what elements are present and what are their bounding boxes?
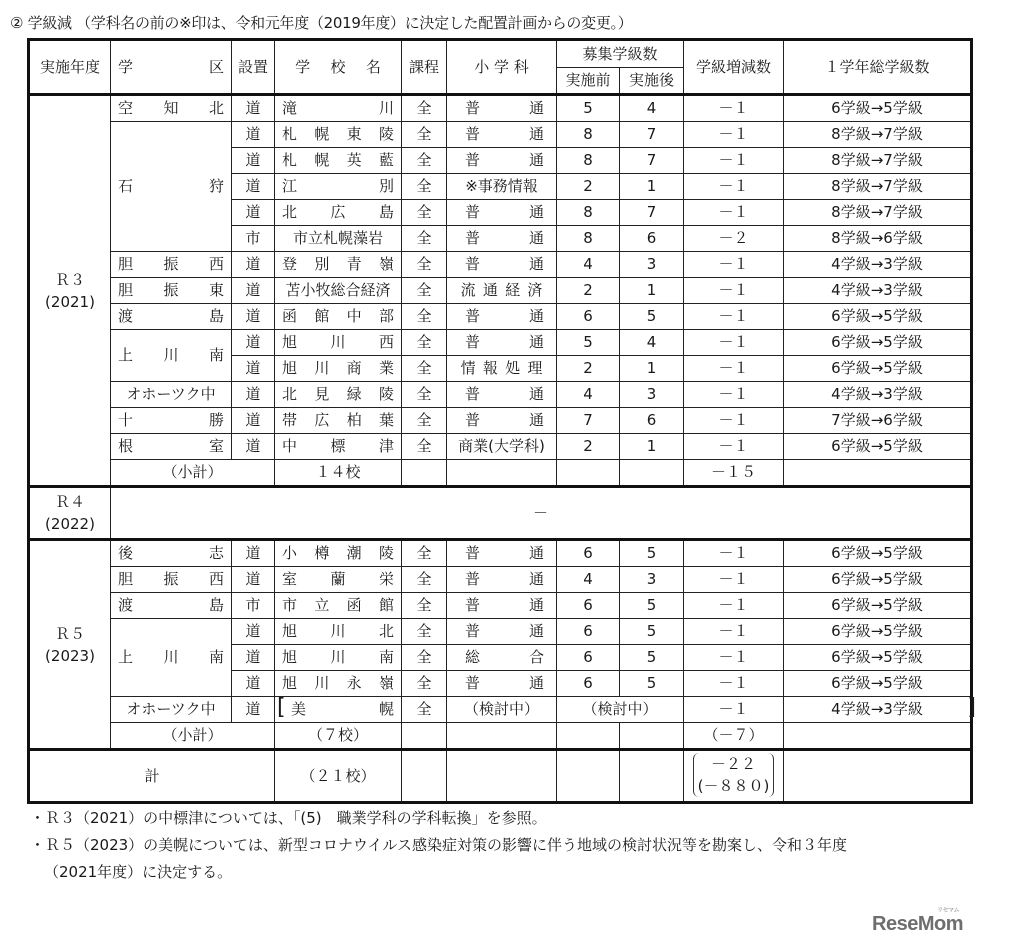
change-cell: －２ [684, 226, 784, 252]
school-cell: 帯 広 柏 葉 [275, 408, 402, 434]
course-cell: 全 [402, 619, 447, 645]
course-cell: 全 [402, 382, 447, 408]
before-cell: 8 [557, 200, 620, 226]
setup-cell: 道 [232, 304, 275, 330]
setup-cell: 道 [232, 645, 275, 671]
change-cell: －１ [684, 671, 784, 697]
after-cell: 4 [620, 95, 684, 122]
before-cell: 8 [557, 226, 620, 252]
change-cell: －１ [684, 434, 784, 460]
total-cell: 8学級→7学級 [784, 200, 972, 226]
subject-cell: 普 通 [447, 567, 557, 593]
total-cell: 4学級→3学級 [784, 278, 972, 304]
course-cell: 全 [402, 540, 447, 567]
r5-subtotal-change: （－７） [684, 723, 784, 750]
r5-subtotal-label: （小計） [111, 723, 275, 750]
empty [557, 723, 620, 750]
change-cell: －１ [684, 382, 784, 408]
after-cell: 1 [620, 356, 684, 382]
table-row [29, 697, 972, 723]
total-cell: 8学級→6学級 [784, 226, 972, 252]
table-row [29, 619, 972, 645]
subject-cell: 情 報 処 理 [447, 356, 557, 382]
class-reduction-table [27, 38, 976, 804]
subject-cell: 普 通 [447, 122, 557, 148]
r5-subtotal-schools: （７校） [275, 723, 402, 750]
school-cell: 室 蘭 栄 [275, 567, 402, 593]
after-cell: 5 [620, 645, 684, 671]
before-cell: 8 [557, 148, 620, 174]
course-cell: 全 [402, 226, 447, 252]
change-cell: －１ [684, 567, 784, 593]
header-total: １学年総学級数 [784, 40, 972, 95]
before-cell: 8 [557, 122, 620, 148]
r3-subtotal-label: （小計） [111, 460, 275, 487]
note-2: ・Ｒ５（2023）の美幌については、新型コロナウイルス感染症対策の影響に伴う地域の検討状況等を勘案し、令和３年度 [30, 836, 847, 854]
district-cell: 十 勝 [111, 408, 232, 434]
course-cell: 全 [402, 567, 447, 593]
grand-total-label: 計 [29, 750, 275, 803]
subject-cell: 流 通 経 済 [447, 278, 557, 304]
empty [402, 460, 447, 487]
header-course: 課程 [402, 40, 447, 95]
table-row [29, 122, 972, 148]
after-cell: 6 [620, 408, 684, 434]
after-cell: 5 [620, 619, 684, 645]
setup-cell: 道 [232, 330, 275, 356]
after-cell: 1 [620, 278, 684, 304]
district-cell: 空 知 北 [111, 95, 232, 122]
school-cell: 登 別 青 嶺 [275, 252, 402, 278]
total-cell: 6学級→5学級 [784, 356, 972, 382]
subject-cell: 商業(大学科) [447, 434, 557, 460]
note-1: ・Ｒ３（2021）の中標津については、「(5) 職業学科の学科転換」を参照。 [30, 809, 547, 827]
setup-cell: 道 [232, 434, 275, 460]
empty [620, 723, 684, 750]
table-row [29, 567, 972, 593]
subject-cell: 普 通 [447, 330, 557, 356]
grand-total-section [29, 750, 972, 803]
school-cell: 小 樽 潮 陵 [275, 540, 402, 567]
header-setup: 設置 [232, 40, 275, 95]
district-cell: オホーツク中 [111, 382, 232, 408]
total-cell: 6学級→5学級 [784, 95, 972, 122]
setup-cell: 道 [232, 174, 275, 200]
setup-cell: 道 [232, 200, 275, 226]
total-cell: 6学級→5学級 [784, 593, 972, 619]
setup-cell: 道 [232, 382, 275, 408]
setup-cell: 道 [232, 697, 275, 723]
subject-cell: 普 通 [447, 382, 557, 408]
school-cell: 美 幌 [ [275, 697, 402, 723]
course-cell: 全 [402, 95, 447, 122]
grand-total-change: －２２ (－８８０) [684, 750, 784, 803]
before-cell: 2 [557, 434, 620, 460]
before-cell: 4 [557, 252, 620, 278]
notes [30, 805, 847, 886]
before-cell: 2 [557, 278, 620, 304]
total-cell: 8学級→7学級 [784, 122, 972, 148]
setup-cell: 道 [232, 567, 275, 593]
change-cell: －１ [684, 619, 784, 645]
r4-content: － [111, 487, 972, 540]
course-cell: 全 [402, 330, 447, 356]
school-cell: 滝 川 [275, 95, 402, 122]
school-cell: 中 標 津 [275, 434, 402, 460]
district-cell: 胆 振 東 [111, 278, 232, 304]
after-cell: 3 [620, 567, 684, 593]
table-row [29, 382, 972, 408]
change-cell: －１ [684, 174, 784, 200]
school-cell: 北 広 島 [275, 200, 402, 226]
after-cell: 7 [620, 122, 684, 148]
setup-cell: 道 [232, 408, 275, 434]
change-cell: －１ [684, 95, 784, 122]
setup-cell: 道 [232, 95, 275, 122]
subject-cell: ※事務情報 [447, 174, 557, 200]
table-row [29, 304, 972, 330]
empty [620, 460, 684, 487]
empty [402, 723, 447, 750]
table-row [29, 330, 972, 356]
subject-cell: 普 通 [447, 252, 557, 278]
change-cell: －１ [684, 278, 784, 304]
course-cell: 全 [402, 671, 447, 697]
change-cell: －１ [684, 593, 784, 619]
section-title: ② 学級減 （学科名の前の※印は、令和元年度（2019年度）に決定した配置計画からの変更。） [10, 14, 633, 32]
district-cell: 石 狩 [111, 122, 232, 252]
change-cell: －１ [684, 200, 784, 226]
total-cell: 8学級→7学級 [784, 148, 972, 174]
district-cell: 渡 島 [111, 593, 232, 619]
subtotal-row [29, 723, 972, 750]
header-before: 実施前 [557, 68, 620, 95]
course-cell: 全 [402, 252, 447, 278]
change-cell: －１ [684, 122, 784, 148]
total-cell: 7学級→6学級 [784, 408, 972, 434]
header-after: 実施後 [620, 68, 684, 95]
school-cell: 江 別 [275, 174, 402, 200]
after-cell: 1 [620, 174, 684, 200]
header-school: 学 校 名 [275, 40, 402, 95]
course-cell: 全 [402, 356, 447, 382]
change-cell: －１ [684, 252, 784, 278]
total-cell: 6学級→5学級 [784, 645, 972, 671]
subject-cell: 普 通 [447, 226, 557, 252]
school-cell: 札 幌 英 藍 [275, 148, 402, 174]
before-cell: 5 [557, 330, 620, 356]
after-cell: 3 [620, 252, 684, 278]
after-cell: 7 [620, 148, 684, 174]
setup-cell: 道 [232, 619, 275, 645]
setup-cell: 市 [232, 593, 275, 619]
district-cell: オホーツク中 [111, 697, 232, 723]
course-cell: 全 [402, 174, 447, 200]
table-row [29, 278, 972, 304]
setup-cell: 市 [232, 226, 275, 252]
after-cell: 3 [620, 382, 684, 408]
before-cell: 4 [557, 382, 620, 408]
setup-cell: 道 [232, 148, 275, 174]
total-cell: 6学級→5学級 [784, 330, 972, 356]
change-cell: －１ [684, 540, 784, 567]
change-cell: －１ [684, 304, 784, 330]
header-subject: 小 学 科 [447, 40, 557, 95]
district-cell: 胆 振 西 [111, 252, 232, 278]
setup-cell: 道 [232, 540, 275, 567]
before-cell: 2 [557, 356, 620, 382]
subtotal-row [29, 460, 972, 487]
empty [784, 723, 972, 750]
total-cell: 4学級→3学級 [784, 252, 972, 278]
district-cell: 上 川 南 [111, 619, 232, 697]
subject-cell: 普 通 [447, 200, 557, 226]
school-cell: 旭 川 西 [275, 330, 402, 356]
change-cell: －１ [684, 330, 784, 356]
subject-cell: （検討中） [447, 697, 557, 723]
after-cell: 5 [620, 304, 684, 330]
subject-cell: 普 通 [447, 671, 557, 697]
total-cell: 6学級→5学級 [784, 540, 972, 567]
change-cell: －１ [684, 697, 784, 723]
before-cell: 6 [557, 593, 620, 619]
school-cell: 苫小牧総合経済 [275, 278, 402, 304]
course-cell: 全 [402, 434, 447, 460]
before-cell: 4 [557, 567, 620, 593]
change-cell: －１ [684, 408, 784, 434]
empty [784, 460, 972, 487]
course-cell: 全 [402, 645, 447, 671]
subject-cell: 普 通 [447, 304, 557, 330]
header-year: 実施年度 [29, 40, 111, 95]
r3-subtotal-schools: １４校 [275, 460, 402, 487]
change-cell: －１ [684, 356, 784, 382]
course-cell: 全 [402, 593, 447, 619]
header-change: 学級増減数 [684, 40, 784, 95]
subject-cell: 普 通 [447, 95, 557, 122]
before-cell: 6 [557, 540, 620, 567]
r5-section [29, 540, 976, 750]
grand-total-schools: （２１校） [275, 750, 402, 803]
table-row [29, 252, 972, 278]
r3-subtotal-change: －１５ [684, 460, 784, 487]
before-cell: 7 [557, 408, 620, 434]
setup-cell: 道 [232, 252, 275, 278]
total-cell: 8学級→7学級 [784, 174, 972, 200]
table-row [29, 593, 972, 619]
subject-cell: 普 通 [447, 619, 557, 645]
school-cell: 旭 川 南 [275, 645, 402, 671]
school-cell: 北 見 緑 陵 [275, 382, 402, 408]
r4-section [29, 487, 972, 540]
table-header [29, 40, 972, 95]
change-cell: －１ [684, 645, 784, 671]
table-row [29, 95, 972, 122]
before-cell: 6 [557, 304, 620, 330]
school-cell: 旭 川 北 [275, 619, 402, 645]
course-cell: 全 [402, 148, 447, 174]
empty [557, 460, 620, 487]
subject-cell: 普 通 [447, 593, 557, 619]
district-cell: 上 川 南 [111, 330, 232, 382]
header-district: 学 区 [111, 40, 232, 95]
course-cell: 全 [402, 122, 447, 148]
empty [447, 460, 557, 487]
after-cell: 6 [620, 226, 684, 252]
recruit-cell: （検討中） [557, 697, 684, 723]
total-cell: 6学級→5学級 [784, 304, 972, 330]
after-cell: 5 [620, 593, 684, 619]
setup-cell: 道 [232, 671, 275, 697]
resemom-logo: ReseMom リセマム [872, 908, 963, 935]
district-cell: 後 志 [111, 540, 232, 567]
table-row [29, 540, 972, 567]
district-cell: 渡 島 [111, 304, 232, 330]
after-cell: 7 [620, 200, 684, 226]
total-cell: 6学級→5学級 [784, 671, 972, 697]
r4-year: Ｒ４ (2022) [29, 487, 111, 540]
table-row [29, 408, 972, 434]
table-row [29, 434, 972, 460]
subject-cell: 普 通 [447, 148, 557, 174]
after-cell: 1 [620, 434, 684, 460]
before-cell: 6 [557, 671, 620, 697]
before-cell: 5 [557, 95, 620, 122]
school-cell: 旭 川 永 嶺 [275, 671, 402, 697]
note-2-cont: （2021年度）に決定する。 [44, 863, 233, 881]
total-cell: 4学級→3学級 ] [784, 697, 972, 723]
subject-cell: 普 通 [447, 408, 557, 434]
change-cell: －１ [684, 148, 784, 174]
school-cell: 旭 川 商 業 [275, 356, 402, 382]
setup-cell: 道 [232, 122, 275, 148]
course-cell: 全 [402, 697, 447, 723]
school-cell: 市 立 函 館 [275, 593, 402, 619]
after-cell: 5 [620, 671, 684, 697]
total-cell: 6学級→5学級 [784, 619, 972, 645]
subject-cell: 普 通 [447, 540, 557, 567]
r3-section [29, 95, 972, 487]
district-cell: 根 室 [111, 434, 232, 460]
school-cell: 市立札幌藻岩 [275, 226, 402, 252]
after-cell: 5 [620, 540, 684, 567]
course-cell: 全 [402, 278, 447, 304]
total-cell: 6学級→5学級 [784, 567, 972, 593]
subject-cell: 総 合 [447, 645, 557, 671]
r3-year: Ｒ３ (2021) [29, 95, 111, 487]
course-cell: 全 [402, 200, 447, 226]
empty [447, 723, 557, 750]
after-cell: 4 [620, 330, 684, 356]
total-cell: 4学級→3学級 [784, 382, 972, 408]
setup-cell: 道 [232, 278, 275, 304]
total-cell: 6学級→5学級 [784, 434, 972, 460]
setup-cell: 道 [232, 356, 275, 382]
course-cell: 全 [402, 304, 447, 330]
before-cell: 6 [557, 645, 620, 671]
header-recruit: 募集学級数 [557, 40, 684, 68]
r5-year: Ｒ５ (2023) [29, 540, 111, 750]
school-cell: 函 館 中 部 [275, 304, 402, 330]
course-cell: 全 [402, 408, 447, 434]
district-cell: 胆 振 西 [111, 567, 232, 593]
before-cell: 6 [557, 619, 620, 645]
school-cell: 札 幌 東 陵 [275, 122, 402, 148]
before-cell: 2 [557, 174, 620, 200]
